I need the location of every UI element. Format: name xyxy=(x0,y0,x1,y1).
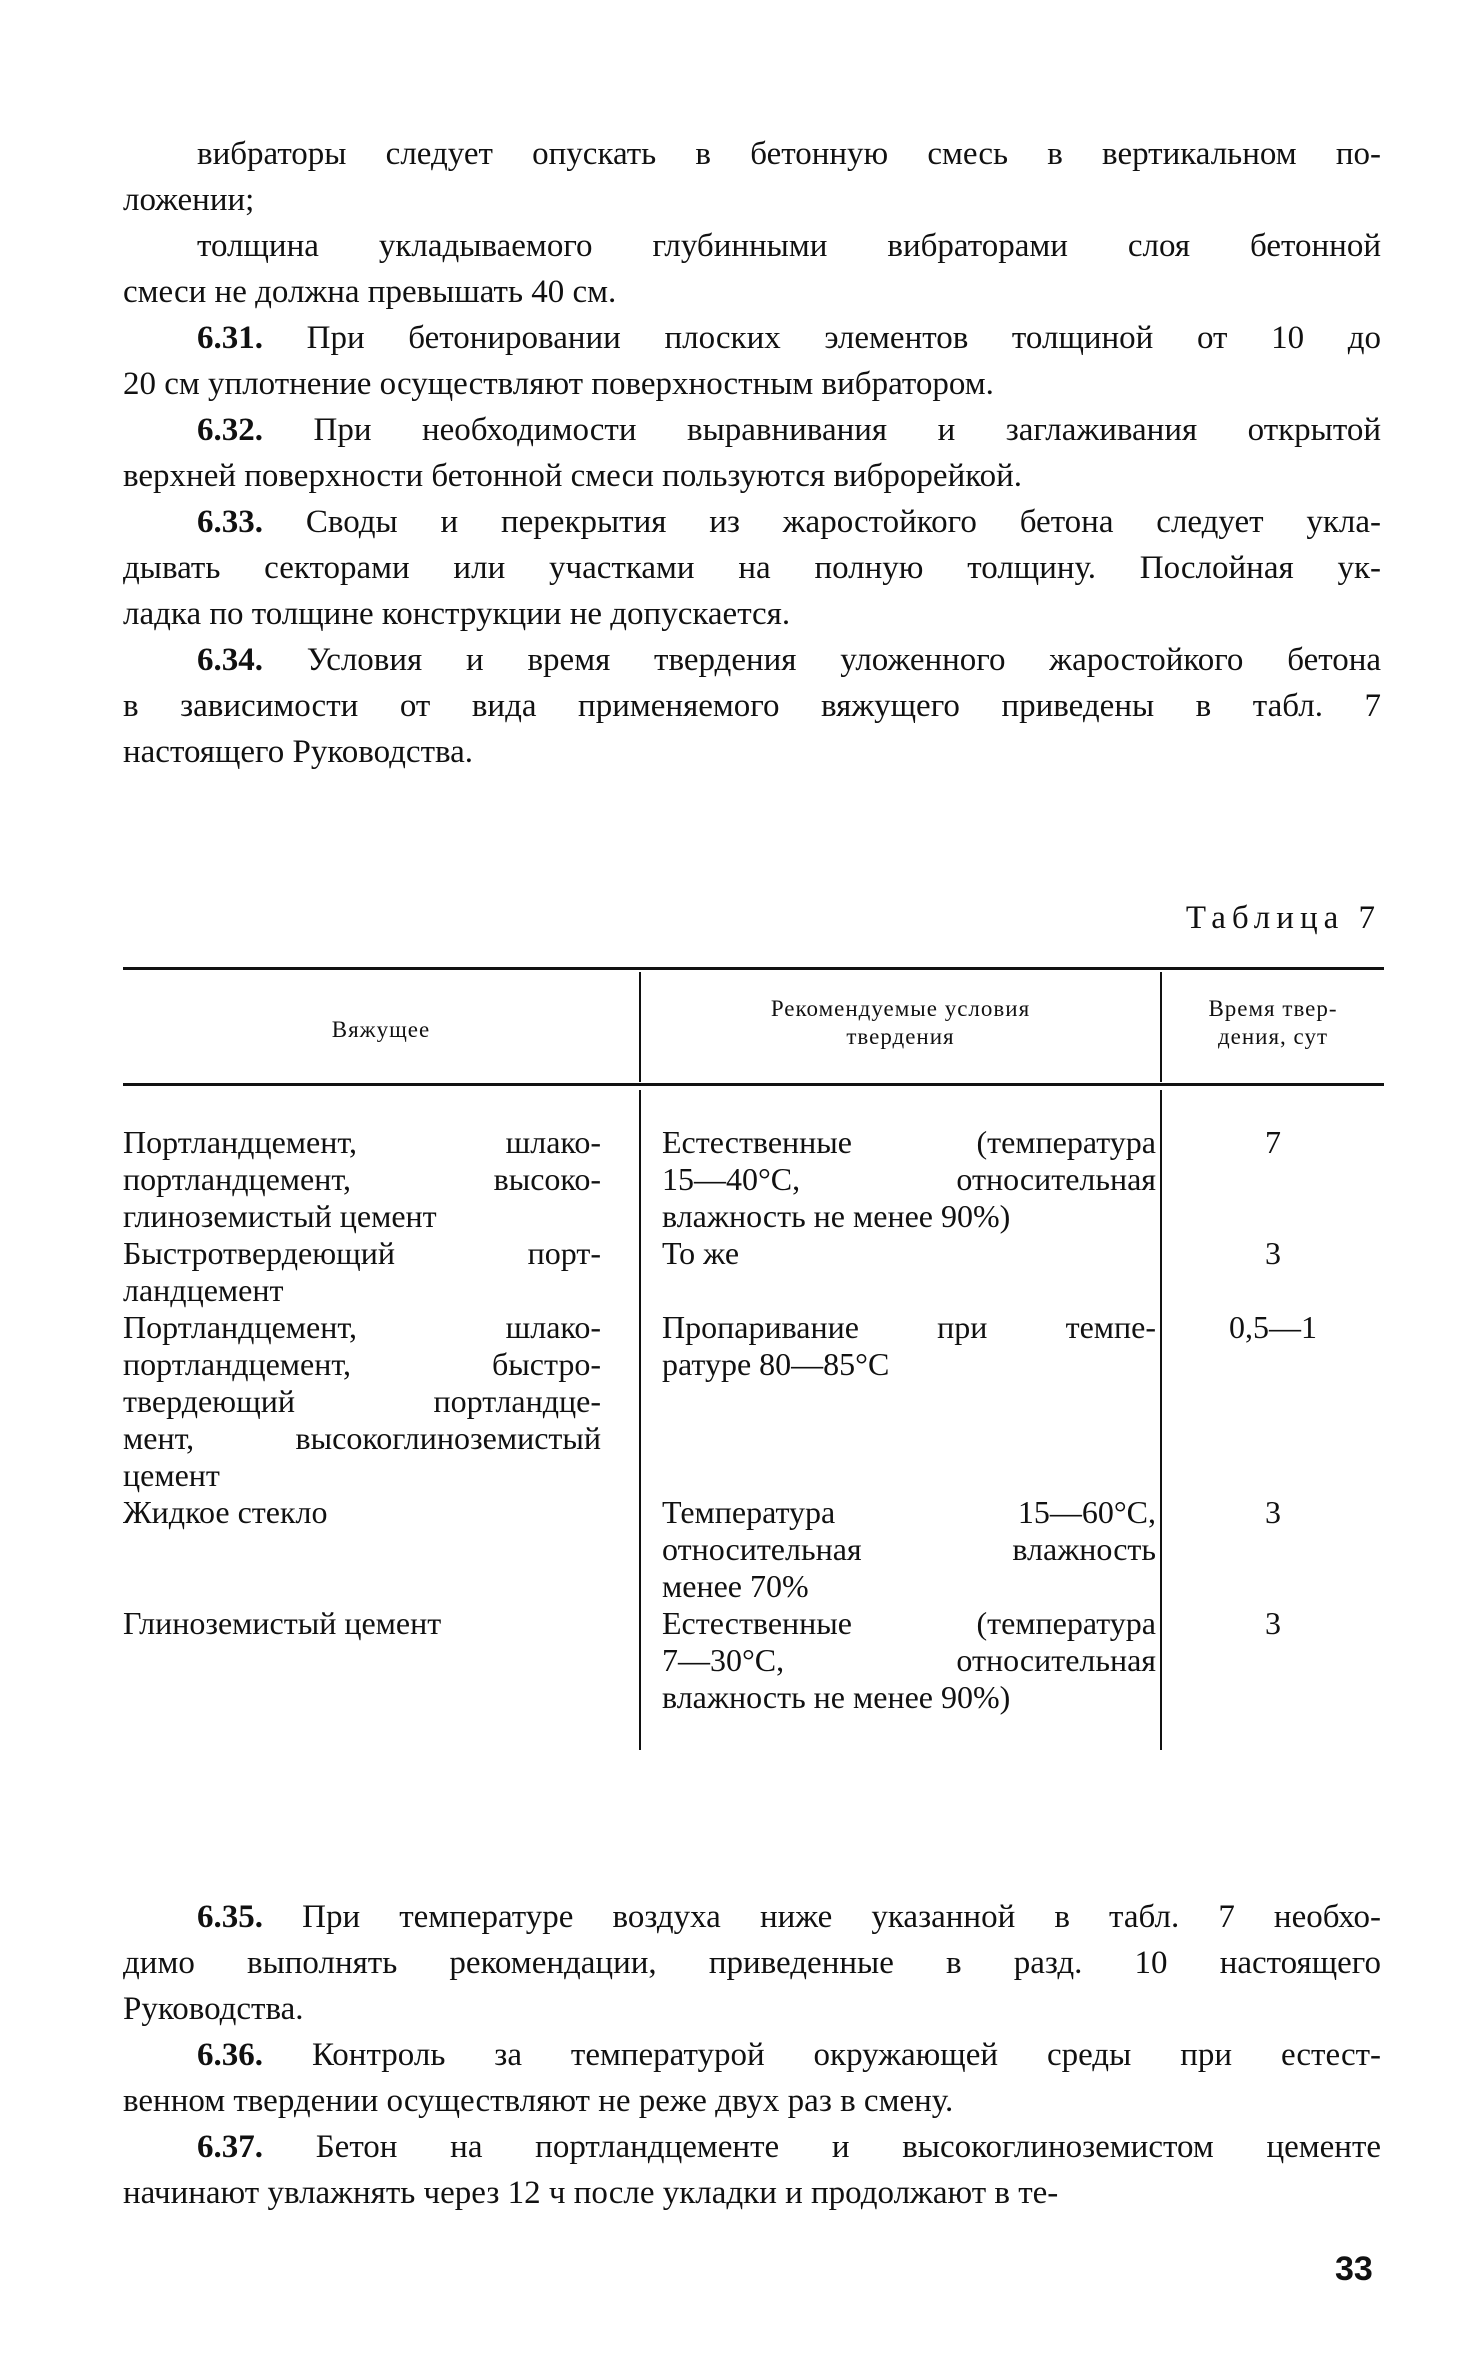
text-line xyxy=(123,683,1381,729)
body-text-top xyxy=(123,131,1381,775)
line-text: При необходимости выравнивания и заглаживания открытой xyxy=(313,412,1381,448)
binder-cell-line: твердеющий портландце- xyxy=(123,1383,601,1419)
text-line xyxy=(123,545,1381,591)
conditions-cell-line: ратуре 80—85°С xyxy=(662,1346,890,1382)
conditions-cell-line: Естественные (температура xyxy=(662,1124,1156,1160)
line-text: ложении; xyxy=(123,182,255,218)
text-line xyxy=(123,223,1381,269)
binder-cell-line: мент, высокоглиноземистый xyxy=(123,1420,601,1456)
binder-cell-line xyxy=(123,1642,601,1679)
line-text: Контроль за температурой окружающей среды при естест- xyxy=(311,2037,1382,2073)
time-cell-line xyxy=(1162,1161,1384,1198)
paragraph-number: 6.35. xyxy=(197,1899,263,1935)
conditions-cell-line xyxy=(662,1457,1156,1494)
line-text: Бетон на портландцементе и высокоглиноземистом цементе xyxy=(315,2129,1382,2165)
header-binder xyxy=(123,1016,639,1044)
time-cell-line xyxy=(1162,1531,1384,1568)
binder-cell-line: Жидкое стекло xyxy=(123,1494,328,1530)
line-text: При температуре воздуха ниже указанной в табл. 7 необхо- xyxy=(302,1899,1382,1935)
line-text: смеси не должна превышать 40 см. xyxy=(123,274,617,310)
body-text-bottom xyxy=(123,1894,1381,2216)
time-cell-line: 0,5—1 xyxy=(1229,1309,1317,1345)
text-line xyxy=(123,269,1381,315)
text-line xyxy=(123,2032,1381,2078)
text-line xyxy=(123,637,1381,683)
conditions-cell-line: менее 70% xyxy=(662,1568,809,1604)
header-text: дения, сут xyxy=(1217,1024,1329,1049)
text-line xyxy=(123,2078,1381,2124)
text-line xyxy=(123,1940,1381,1986)
conditions-cell-line xyxy=(662,1383,1156,1420)
text-line xyxy=(123,177,1381,223)
binder-cell-line xyxy=(123,1679,601,1716)
text-line xyxy=(123,131,1381,177)
text-line xyxy=(123,2170,1381,2216)
header-text: твердения xyxy=(846,1024,955,1049)
time-cell-line xyxy=(1162,1457,1384,1494)
time-cell-line: 3 xyxy=(1265,1235,1281,1271)
time-cell-line xyxy=(1162,1568,1384,1605)
table-header-rule xyxy=(123,1083,1384,1086)
text-line xyxy=(123,453,1381,499)
line-text: ладка по толщине конструкции не допускается. xyxy=(123,596,791,632)
binder-cell-line xyxy=(123,1531,601,1568)
column-time xyxy=(1162,1124,1384,1716)
column-binder xyxy=(123,1124,601,1716)
header-text: Вяжущее xyxy=(331,1017,431,1042)
conditions-cell-line: 15—40°С, относительная xyxy=(662,1161,1156,1197)
binder-cell-line: Портландцемент, шлако- xyxy=(123,1309,601,1345)
binder-cell-line: ландцемент xyxy=(123,1272,284,1308)
binder-cell-line: глиноземистый цемент xyxy=(123,1198,437,1234)
conditions-cell-line: влажность не менее 90%) xyxy=(662,1679,1011,1715)
paragraph-number: 6.34. xyxy=(197,642,263,678)
text-line xyxy=(123,1894,1381,1940)
line-text: димо выполнять рекомендации, приведенные в разд. 10 настоящего xyxy=(123,1945,1381,1981)
line-text: Своды и перекрытия из жаростойкого бетона следует укла- xyxy=(305,504,1382,540)
time-cell-line: 3 xyxy=(1265,1494,1281,1530)
line-text: вибраторы следует опускать в бетонную смесь в вертикальном по- xyxy=(197,136,1381,172)
text-line xyxy=(123,315,1381,361)
time-cell-line: 7 xyxy=(1265,1124,1281,1160)
text-line xyxy=(123,2124,1381,2170)
conditions-cell-line: относительная влажность xyxy=(662,1531,1156,1567)
conditions-cell-line: То же xyxy=(662,1235,740,1271)
text-line xyxy=(123,1986,1381,2032)
line-text: в зависимости от вида применяемого вяжущего приведены в табл. 7 xyxy=(123,688,1381,724)
text-line xyxy=(123,407,1381,453)
conditions-cell-line: 7—30°С, относительная xyxy=(662,1642,1156,1678)
line-text: венном твердении осуществляют не реже двух раз в смену. xyxy=(123,2083,954,2119)
time-cell-line xyxy=(1162,1420,1384,1457)
text-line xyxy=(123,499,1381,545)
time-cell-line xyxy=(1162,1383,1384,1420)
time-cell-line xyxy=(1162,1679,1384,1716)
table-caption: Таблица 7 xyxy=(1185,900,1381,936)
binder-cell-line: Глиноземистый цемент xyxy=(123,1605,442,1641)
time-cell-line xyxy=(1162,1198,1384,1235)
conditions-cell-line: Естественные (температура xyxy=(662,1605,1156,1641)
paragraph-number: 6.32. xyxy=(197,412,263,448)
paragraph-number: 6.31. xyxy=(197,320,263,356)
line-text: толщина укладываемого глубинными вибраторами слоя бетонной xyxy=(197,228,1381,264)
conditions-cell-line xyxy=(662,1420,1156,1457)
time-cell-line xyxy=(1162,1346,1384,1383)
header-text: Рекомендуемые условия xyxy=(770,996,1031,1021)
conditions-cell-line: Температура 15—60°С, xyxy=(662,1494,1156,1530)
line-text: начинают увлажнять через 12 ч после укладки и продолжают в те- xyxy=(123,2175,1059,2211)
conditions-cell-line: Пропаривание при темпе- xyxy=(662,1309,1156,1345)
paragraph-number: 6.37. xyxy=(197,2129,263,2165)
line-text: При бетонировании плоских элементов толщиной от 10 до xyxy=(306,320,1381,356)
column-divider xyxy=(639,1090,641,1750)
time-cell-line xyxy=(1162,1272,1384,1309)
time-cell-line xyxy=(1162,1642,1384,1679)
paragraph-number: 6.36. xyxy=(197,2037,263,2073)
text-line xyxy=(123,729,1381,775)
time-cell-line: 3 xyxy=(1265,1605,1281,1641)
text-line xyxy=(123,591,1381,637)
binder-cell-line: портландцемент, высоко- xyxy=(123,1161,601,1197)
line-text: Условия и время твердения уложенного жаростойкого бетона xyxy=(306,642,1382,678)
binder-cell-line xyxy=(123,1568,601,1605)
header-time xyxy=(1162,995,1384,1051)
binder-cell-line: Быстротвердеющий порт- xyxy=(123,1235,601,1271)
line-text: настоящего Руководства. xyxy=(123,734,474,770)
line-text: дывать секторами или участками на полную толщину. Послойная ук- xyxy=(123,550,1381,586)
header-conditions xyxy=(641,995,1160,1051)
binder-cell-line: цемент xyxy=(123,1457,220,1493)
line-text: верхней поверхности бетонной смеси пользуются виброрейкой. xyxy=(123,458,1022,494)
binder-cell-line: Портландцемент, шлако- xyxy=(123,1124,601,1160)
paragraph-number: 6.33. xyxy=(197,504,263,540)
conditions-cell-line xyxy=(662,1272,1156,1309)
conditions-cell-line: влажность не менее 90%) xyxy=(662,1198,1011,1234)
table-top-rule xyxy=(123,967,1384,970)
column-conditions xyxy=(662,1124,1156,1716)
page-number: 33 xyxy=(1335,2250,1373,2288)
binder-cell-line: портландцемент, быстро- xyxy=(123,1346,601,1382)
line-text: 20 см уплотнение осуществляют поверхностным вибратором. xyxy=(123,366,994,402)
line-text: Руководства. xyxy=(123,1991,304,2027)
text-line xyxy=(123,361,1381,407)
header-text: Время твер- xyxy=(1208,996,1338,1021)
